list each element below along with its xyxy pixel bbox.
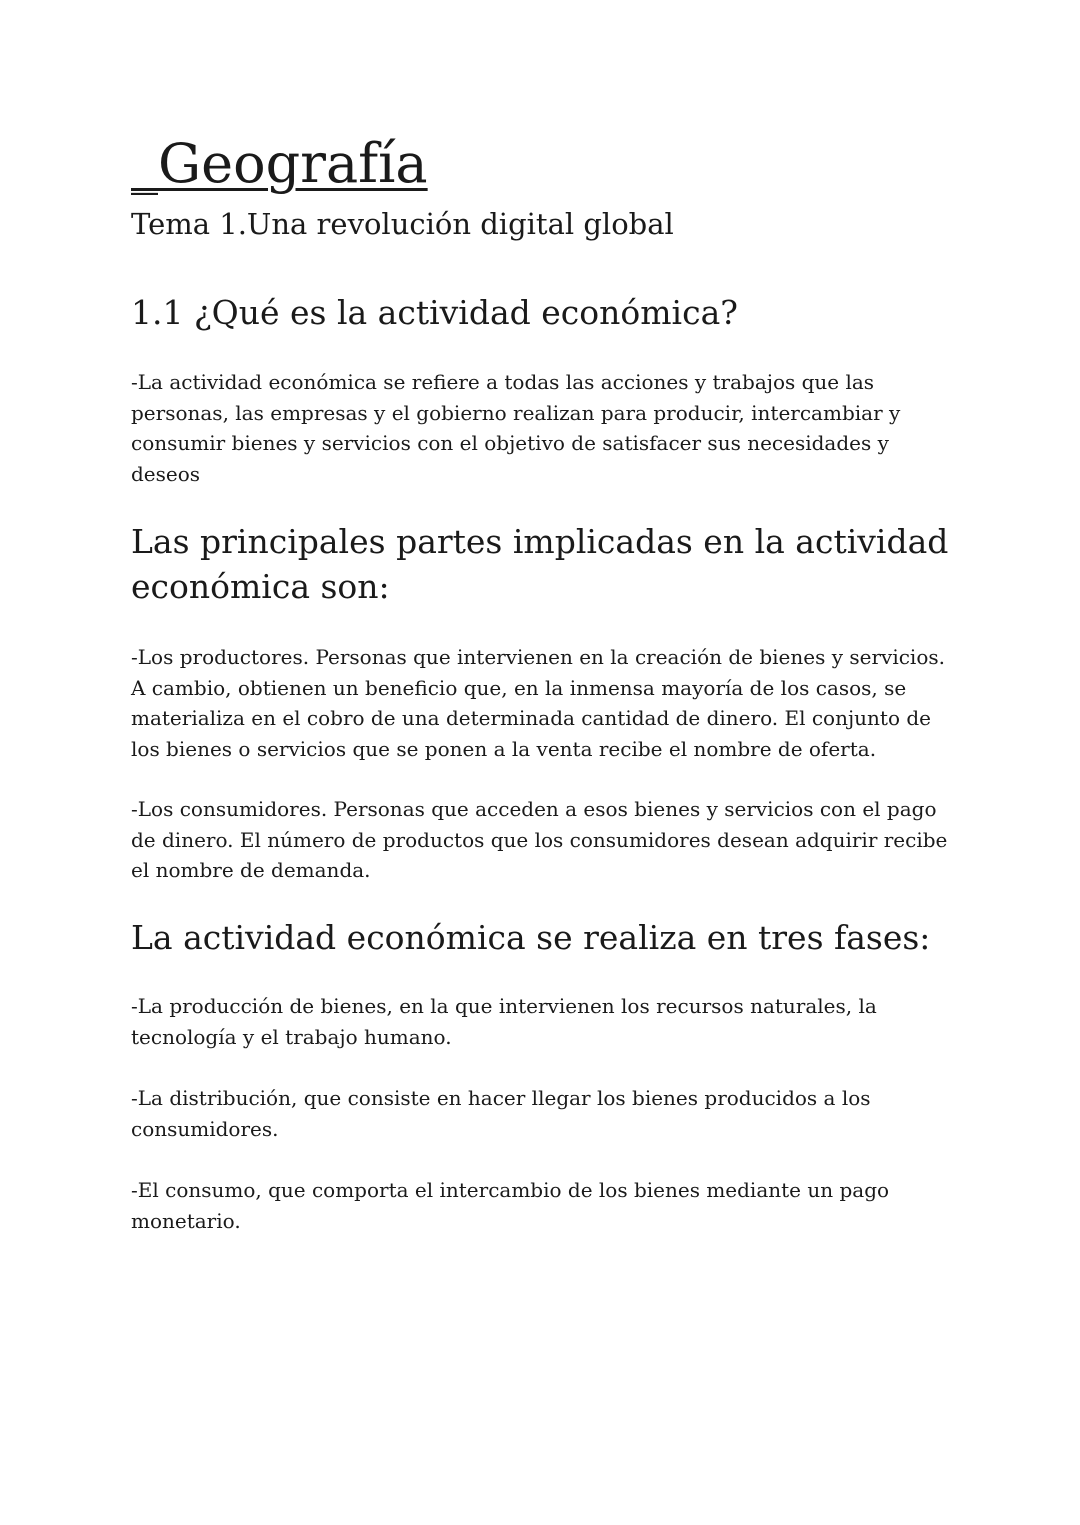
parties-heading: Las principales partes implicadas en la actividad económica son: xyxy=(131,522,949,606)
document-subtitle: Tema 1.Una revolución digital global xyxy=(131,207,674,241)
section-heading: 1.1 ¿Qué es la actividad económica? xyxy=(131,293,738,332)
phase-production-paragraph: -La producción de bienes, en la que intervienen los recursos naturales, la tecnología y el trabajo humano. xyxy=(131,994,877,1049)
phases-heading: La actividad económica se realiza en tres fases: xyxy=(131,918,931,957)
producers-paragraph: -Los productores. Personas que intervienen en la creación de bienes y servicios. A cambio, obtienen un beneficio que, en la inmensa mayoría de los casos, se materializa en el cobro de una determinada cantidad de dinero. El conjunto de los bienes o servicios que se ponen a la venta recibe el nombre de oferta. xyxy=(131,645,945,761)
phase-distribution-paragraph: -La distribución, que consiste en hacer llegar los bienes producidos a los consumidores. xyxy=(131,1086,871,1141)
document-title: _Geografía xyxy=(131,132,428,195)
definition-paragraph: -La actividad económica se refiere a todas las acciones y trabajos que las personas, las empresas y el gobierno realizan para producir, intercambiar y consumir bienes y servicios con el objetivo de satisfacer sus necesidades y deseos xyxy=(131,370,901,486)
consumers-paragraph: -Los consumidores. Personas que acceden a esos bienes y servicios con el pago de dinero. El número de productos que los consumidores desean adquirir recibe el nombre de demanda. xyxy=(131,797,948,882)
phase-consumption-paragraph: -El consumo, que comporta el intercambio de los bienes mediante un pago monetario. xyxy=(131,1178,890,1233)
